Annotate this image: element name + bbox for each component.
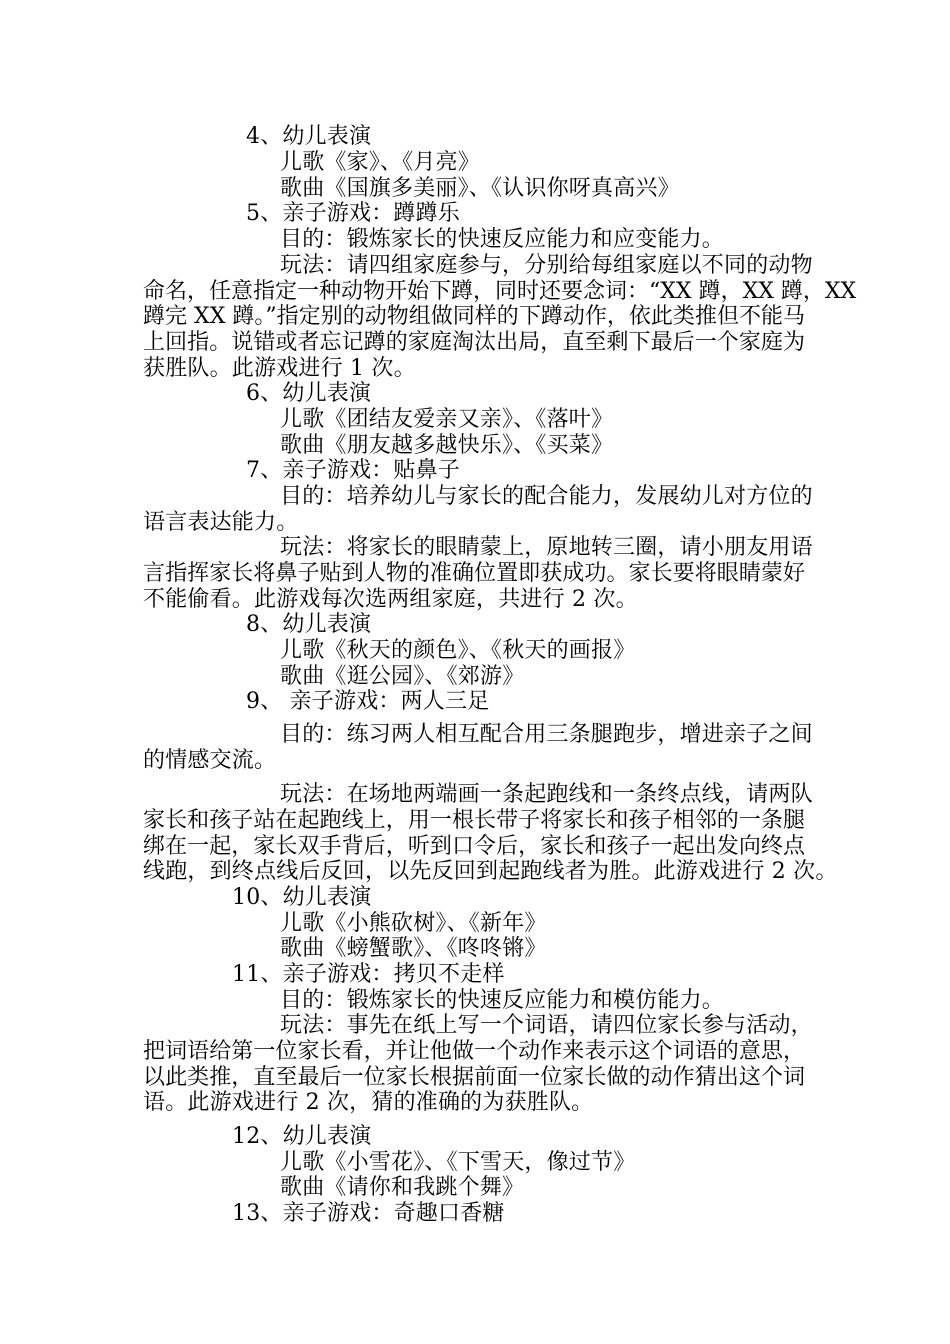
- item-8-songs: 歌曲《逛公园》、《郊游》: [280, 664, 525, 689]
- item-5-rules-line-1: 玩法：请四组家庭参与，分别给每组家庭以不同的动物: [280, 253, 813, 278]
- item-6-heading: 6、幼儿表演: [246, 381, 372, 406]
- item-11-rules-line-1: 玩法：事先在纸上写一个词语，请四位家长参与活动，: [280, 1013, 813, 1038]
- item-6-nursery-rhymes: 儿歌《团结友爱亲又亲》、《落叶》: [280, 407, 614, 432]
- item-9-rules-line-2: 家长和孩子站在起跑线上，用一根长带子将家长和孩子相邻的一条腿: [143, 808, 805, 833]
- item-4-heading: 4、幼儿表演: [246, 124, 372, 149]
- item-7-purpose-line-1: 目的：培养幼儿与家长的配合能力，发展幼儿对方位的: [280, 484, 813, 509]
- item-9-rules-line-3: 绑在一起，家长双手背后，听到口令后，家长和孩子一起出发向终点: [143, 834, 805, 859]
- item-9-rules-line-4: 线跑，到终点线后反回，以先反回到起跑线者为胜。此游戏进行 2 次。: [143, 859, 838, 884]
- item-11-rules-line-4: 语。此游戏进行 2 次，猜的准确的为获胜队。: [143, 1090, 594, 1115]
- item-10-heading: 10、幼儿表演: [232, 885, 372, 910]
- item-9-rules-line-1: 玩法：在场地两端画一条起跑线和一条终点线，请两队: [280, 782, 813, 807]
- item-7-heading: 7、亲子游戏：贴鼻子: [246, 458, 460, 483]
- item-11-purpose: 目的：锻炼家长的快速反应能力和模仿能力。: [280, 988, 725, 1013]
- item-11-rules-line-2: 把词语给第一位家长看，并让他做一个动作来表示这个词语的意思，: [143, 1039, 805, 1064]
- item-5-rules-line-5: 获胜队。此游戏进行 1 次。: [143, 356, 416, 381]
- item-6-songs: 歌曲《朋友越多越快乐》、《买菜》: [280, 433, 614, 458]
- item-12-nursery-rhymes: 儿歌《小雪花》、《下雪天，像过节》: [280, 1150, 636, 1175]
- item-7-purpose-line-2: 语言表达能力。: [143, 510, 299, 535]
- item-9-heading: 9、 亲子游戏：两人三足: [246, 689, 490, 714]
- item-5-rules-line-2: 命名，任意指定一种动物开始下蹲，同时还要念词：“XX 蹲，XX 蹲，XX: [143, 279, 857, 304]
- item-11-heading: 11、亲子游戏：拷贝不走样: [232, 962, 505, 987]
- item-9-purpose-line-2: 的情感交流。: [143, 748, 277, 773]
- item-4-songs: 歌曲《国旗多美丽》、《认识你呀真高兴》: [280, 176, 680, 201]
- item-7-rules-line-2: 言指挥家长将鼻子贴到人物的准确位置即获成功。家长要将眼睛蒙好: [143, 561, 805, 586]
- item-5-rules-line-4: 上回指。说错或者忘记蹲的家庭淘汰出局，直至剩下最后一个家庭为: [143, 330, 805, 355]
- item-5-purpose: 目的：锻炼家长的快速反应能力和应变能力。: [280, 227, 725, 252]
- item-8-nursery-rhymes: 儿歌《秋天的颜色》、《秋天的画报》: [280, 638, 636, 663]
- item-5-heading: 5、亲子游戏：蹲蹲乐: [246, 201, 460, 226]
- item-10-nursery-rhymes: 儿歌《小熊砍树》、《新年》: [280, 911, 547, 936]
- item-10-songs: 歌曲《螃蟹歌》、《咚咚锵》: [280, 936, 547, 961]
- item-13-heading: 13、亲子游戏：奇趣口香糖: [232, 1201, 505, 1226]
- item-5-rules-line-3: 蹲完 XX 蹲。”指定别的动物组做同样的下蹲动作，依此类推但不能马: [143, 304, 805, 329]
- item-7-rules-line-1: 玩法：将家长的眼睛蒙上，原地转三圈，请小朋友用语: [280, 535, 813, 560]
- item-8-heading: 8、幼儿表演: [246, 612, 372, 637]
- item-9-purpose-line-1: 目的：练习两人相互配合用三条腿跑步，增进亲子之间: [280, 722, 813, 747]
- item-7-rules-line-3: 不能偷看。此游戏每次选两组家庭，共进行 2 次。: [143, 587, 638, 612]
- item-11-rules-line-3: 以此类推，直至最后一位家长根据前面一位家长做的动作猜出这个词: [143, 1065, 805, 1090]
- item-12-heading: 12、幼儿表演: [232, 1124, 372, 1149]
- item-12-songs: 歌曲《请你和我跳个舞》: [280, 1175, 525, 1200]
- item-4-nursery-rhymes: 儿歌《家》、《月亮》: [280, 150, 481, 175]
